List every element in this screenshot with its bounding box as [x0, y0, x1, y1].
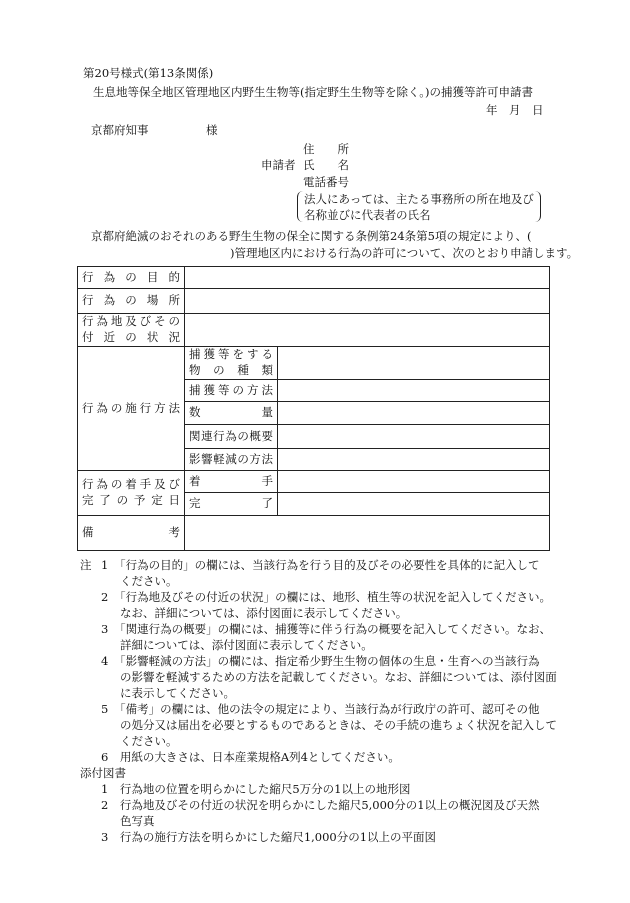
note-3-line1: 3 「関連行為の概要」の欄には、捕獲等に伴う行為の概要を記入してください。なお、: [101, 622, 552, 636]
quantity-field[interactable]: [278, 402, 550, 425]
name-label: 氏 名: [303, 158, 349, 172]
note-4-line3: に表示してください。: [120, 686, 235, 700]
species-label-line1: 捕獲等をする: [189, 347, 273, 362]
note-5-line2: の処分又は届出を必要とするものであるときは、その手続の進ちょく状況を記入して: [120, 718, 557, 732]
note-2-line2: なお、詳細については、添付図面に表示してください。: [120, 606, 408, 620]
application-table: [77, 266, 550, 551]
document-title: 生息地等保全地区管理地区内野生生物等(指定野生生物等を除く。)の捕獲等許可申請書: [93, 85, 533, 99]
area-field[interactable]: [185, 314, 550, 347]
note-1-line1: 1 「行為の目的」の欄には、当該行為を行う目的及びその必要性を具体的に記入して: [101, 558, 540, 572]
method-group-label: 行為の施行方法: [78, 347, 185, 471]
capture-method-label: 捕獲等の方法: [185, 380, 278, 402]
capture-method-field[interactable]: [278, 380, 550, 402]
body-text-line2: )管理地区内における行為の許可について、次のとおり申請します。: [230, 246, 579, 260]
place-label: 行為の場所: [78, 289, 185, 314]
note-2-line1: 2 「行為地及びその付近の状況」の欄には、地形、植生等の状況を記入してください。: [101, 590, 552, 604]
mitigation-field[interactable]: [278, 449, 550, 471]
remarks-label: 備 考: [78, 516, 185, 551]
species-field[interactable]: [278, 347, 550, 380]
area-label-line2: 付近の状況: [82, 330, 180, 344]
address-label: 住 所: [303, 142, 349, 156]
applicant-label: 申請者: [261, 158, 296, 172]
note-4-line1: 4 「影響軽減の方法」の欄には、指定希少野生生物の個体の生息・生育への当該行為: [101, 654, 540, 668]
notes-prefix: 注: [80, 558, 92, 572]
attachment-1: 1 行為地の位置を明らかにした縮尺5万分の1以上の地形図: [101, 782, 411, 796]
note-5-line1: 5 「備考」の欄には、他の法令の規定により、当該行為が行政庁の許可、認可その他: [101, 702, 540, 716]
start-label: 着 手: [185, 471, 278, 493]
note-6: 6 用紙の大きさは、日本産業規格A列4としてください。: [101, 750, 400, 764]
phone-label: 電話番号: [303, 175, 349, 189]
note-1-line2: ください。: [120, 574, 178, 588]
end-date-field[interactable]: [278, 493, 550, 516]
attachment-2-line1: 2 行為地及びその付近の状況を明らかにした縮尺5,000分の1以上の概況図及び天然: [101, 798, 540, 812]
species-label-line2: 物の種類: [189, 363, 273, 377]
remarks-field[interactable]: [185, 516, 550, 551]
date-line: 年 月 日: [486, 103, 544, 117]
note-5-line3: ください。: [120, 734, 178, 748]
end-label: 完 了: [185, 493, 278, 516]
body-text-line1: 京都府絶滅のおそれのある野生生物の保全に関する条例第24条第5項の規定により、(: [91, 229, 532, 243]
area-label: [78, 314, 185, 347]
form-number: 第20号様式(第13条関係): [83, 66, 214, 80]
related-action-field[interactable]: [278, 425, 550, 449]
start-date-field[interactable]: [278, 471, 550, 493]
attachment-3: 3 行為の施行方法を明らかにした縮尺1,000分の1以上の平面図: [101, 830, 437, 844]
corporate-note-line1: 法人にあっては、主たる事務所の所在地及び: [304, 192, 534, 206]
related-action-label: 関連行為の概要: [185, 425, 278, 449]
note-4-line2: の影響を軽減するための方法を記載してください。なお、詳細については、添付図面: [120, 670, 557, 684]
mitigation-label: 影響軽減の方法: [185, 449, 278, 471]
attachment-2-line2: 色写真: [120, 814, 155, 828]
schedule-label-line2: 完了の予定日: [82, 493, 180, 507]
schedule-label-line1: 行為の着手及び: [82, 477, 180, 492]
corporate-note-line2: 名称並びに代表者の氏名: [304, 208, 431, 222]
schedule-label: [78, 471, 185, 516]
purpose-label: 行為の目的: [78, 267, 185, 289]
place-field[interactable]: [185, 289, 550, 314]
area-label-line1: 行為地及びその: [82, 314, 180, 329]
quantity-label: 数 量: [185, 402, 278, 425]
note-3-line2: 詳細については、添付図面に表示してください。: [120, 638, 373, 652]
purpose-field[interactable]: [185, 267, 550, 289]
attachments-heading: 添付図書: [80, 766, 126, 780]
addressee: 京都府知事 様: [91, 123, 218, 137]
species-label: [185, 347, 278, 380]
